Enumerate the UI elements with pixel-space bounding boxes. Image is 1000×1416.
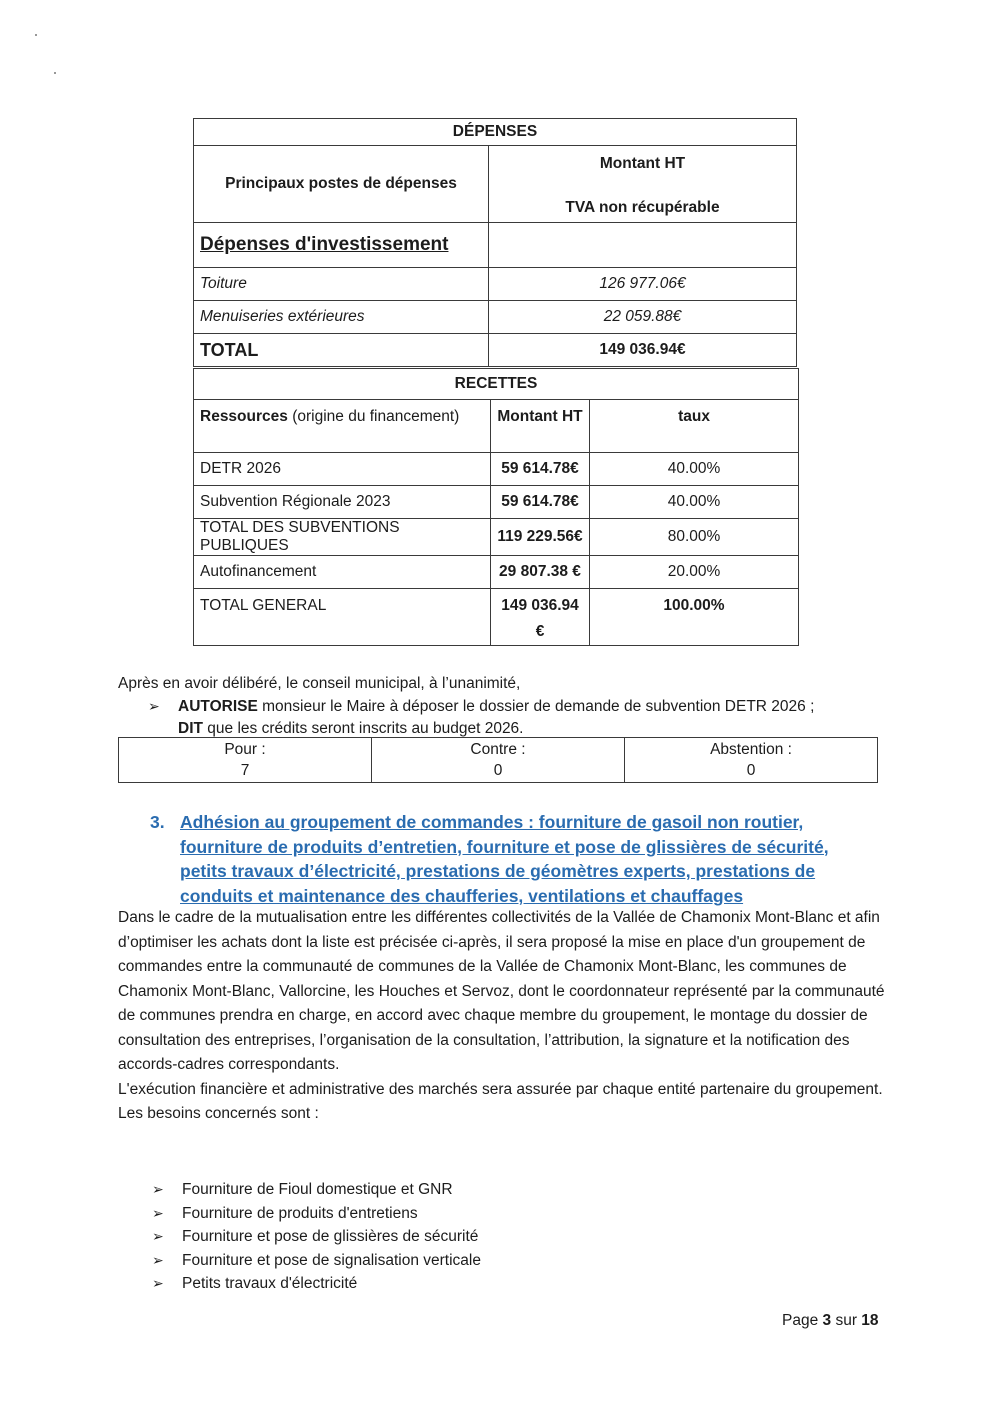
arrow-bullet-icon: ➢	[152, 1181, 164, 1197]
col-header-montant-line2: TVA non récupérable	[565, 199, 720, 216]
list-item-text: Fourniture de Fioul domestique et GNR	[182, 1181, 453, 1198]
list-item-text: Fourniture de produits d'entretiens	[182, 1204, 418, 1222]
page-middle: sur	[831, 1312, 862, 1329]
row-rate: 40.00%	[590, 453, 799, 486]
col-header-montant: Montant HT	[491, 400, 590, 453]
arrow-bullet-icon: ➢	[152, 1275, 164, 1291]
depenses-table	[193, 118, 797, 367]
row-amount: 29 807.38 €	[491, 556, 590, 589]
table-row	[194, 486, 799, 519]
table-row	[194, 519, 799, 556]
total-label: TOTAL	[194, 334, 489, 367]
vote-abstention-label: Abstention :	[710, 741, 792, 758]
list-item	[152, 1272, 481, 1296]
dit-keyword: DIT	[178, 720, 203, 737]
page-number	[782, 1312, 879, 1330]
list-item-text: Fourniture et pose de glissières de sécurité	[182, 1228, 479, 1245]
autorise-text: monsieur le Maire à déposer le dossier de demande de subvention DETR 2026 ;	[257, 698, 815, 715]
table-row	[194, 268, 797, 301]
list-item-text: Fourniture et pose de signalisation verticale	[182, 1251, 481, 1269]
vote-contre-value: 0	[493, 762, 503, 779]
total-amount: 149 036.94€	[489, 334, 797, 367]
section-3-heading	[150, 810, 850, 908]
total-rate: 100.00%	[590, 589, 799, 646]
vote-contre-label: Contre :	[470, 741, 526, 758]
total-row	[194, 334, 797, 367]
row-rate: 20.00%	[590, 556, 799, 589]
needs-intro: Les besoins concernés sont :	[118, 1105, 319, 1122]
row-amount: 119 229.56€	[491, 519, 590, 556]
vote-contre	[372, 738, 625, 783]
row-label: Menuiseries extérieures	[194, 301, 489, 334]
row-label: DETR 2026	[194, 453, 491, 486]
table-row	[194, 453, 799, 486]
section-number: 3.	[150, 812, 165, 832]
autorise-keyword: AUTORISE	[178, 698, 258, 715]
list-item	[152, 1225, 481, 1249]
total-label: TOTAL GENERAL	[194, 589, 491, 646]
row-label: Autofinancement	[194, 556, 491, 589]
vote-pour-value: 7	[240, 762, 250, 779]
section-3-body	[118, 906, 888, 1127]
dit-text: que les crédits seront inscrits au budget 2026.	[202, 720, 524, 737]
col-header-ressources-bold: Ressources	[200, 408, 288, 425]
row-label: Subvention Régionale 2023	[194, 486, 491, 519]
table-row	[194, 556, 799, 589]
total-amount-line1: 149 036.94	[501, 597, 579, 614]
arrow-bullet-icon: ➢	[148, 698, 160, 714]
col-header-montant	[489, 146, 797, 223]
col-header-postes: Principaux postes de dépenses	[194, 146, 489, 223]
vote-table	[118, 737, 878, 783]
paragraph-execution: L'exécution financière et administrative des marchés sera assurée par chaque entité partenaire du groupement.	[118, 1080, 883, 1098]
paragraph-mutualisation: Dans le cadre de la mutualisation entre les différentes collectivités de la Vallée de Chamonix Mont-Blanc et afin d’optimiser les achats dont la liste est précisée ci-après, il sera proposé la mise en place d'un groupement de commandes entre la communauté de communes de la Vallée de Chamonix Mont-Blanc, les communes de Chamonix Mont-Blanc, Vallorcine, les Houches et Servoz, dont le coordonnateur représenté par la communauté de communes prendra en charge, en accord avec chaque membre du groupement, le montage du dossier de consultation des entreprises, l’organisation de la consultation, l’attribution, la signature et la notification des accords-cadres correspondants.	[118, 909, 885, 1073]
arrow-bullet-icon: ➢	[152, 1204, 164, 1221]
list-item	[152, 1249, 481, 1273]
row-label: Toiture	[194, 268, 489, 301]
list-item	[152, 1178, 481, 1202]
row-amount: 22 059.88€	[489, 301, 797, 334]
list-item-text: Petits travaux d'électricité	[182, 1275, 358, 1292]
page-current: 3	[822, 1312, 832, 1329]
scan-speck	[35, 34, 37, 36]
row-amount: 126 977.06€	[489, 268, 797, 301]
scan-speck	[54, 72, 56, 74]
page-prefix: Page	[782, 1312, 823, 1329]
total-amount	[491, 589, 590, 646]
list-item	[152, 1202, 481, 1226]
col-header-ressources	[194, 400, 491, 453]
vote-pour	[119, 738, 372, 783]
table-row	[194, 301, 797, 334]
arrow-bullet-icon: ➢	[152, 1251, 164, 1268]
row-amount: 59 614.78€	[491, 453, 590, 486]
deliberation-autorise	[148, 694, 814, 720]
row-rate: 40.00%	[590, 486, 799, 519]
col-header-montant-line1: Montant HT	[599, 155, 686, 172]
total-amount-line2: €	[535, 623, 545, 640]
row-rate: 80.00%	[590, 519, 799, 556]
needs-list	[152, 1178, 481, 1296]
section-title: Adhésion au groupement de commandes : fourniture de gasoil non routier, fourniture de produits d’entretien, fourniture et pose de glissières de sécurité, petits travaux d’électricité, prestations de géomètres experts, prestations de conduits et maintenance des chaufferies, ventilations et chauffages	[180, 812, 829, 906]
section-investissement: Dépenses d'investissement	[194, 223, 489, 268]
recettes-title: RECETTES	[194, 369, 799, 400]
vote-pour-label: Pour :	[224, 741, 266, 758]
recettes-table	[193, 368, 799, 646]
page-total: 18	[861, 1312, 879, 1329]
col-header-taux: taux	[590, 400, 799, 453]
deliberation-intro: Après en avoir délibéré, le conseil municipal, à l’unanimité,	[118, 675, 521, 692]
empty-cell	[489, 223, 797, 268]
col-header-ressources-rest: (origine du financement)	[287, 408, 460, 425]
vote-abstention-value: 0	[746, 762, 756, 779]
depenses-title: DÉPENSES	[194, 119, 797, 146]
row-amount: 59 614.78€	[491, 486, 590, 519]
row-label: TOTAL DES SUBVENTIONS PUBLIQUES	[194, 519, 491, 556]
arrow-bullet-icon: ➢	[152, 1228, 164, 1244]
total-row	[194, 589, 799, 646]
vote-abstention	[625, 738, 878, 783]
